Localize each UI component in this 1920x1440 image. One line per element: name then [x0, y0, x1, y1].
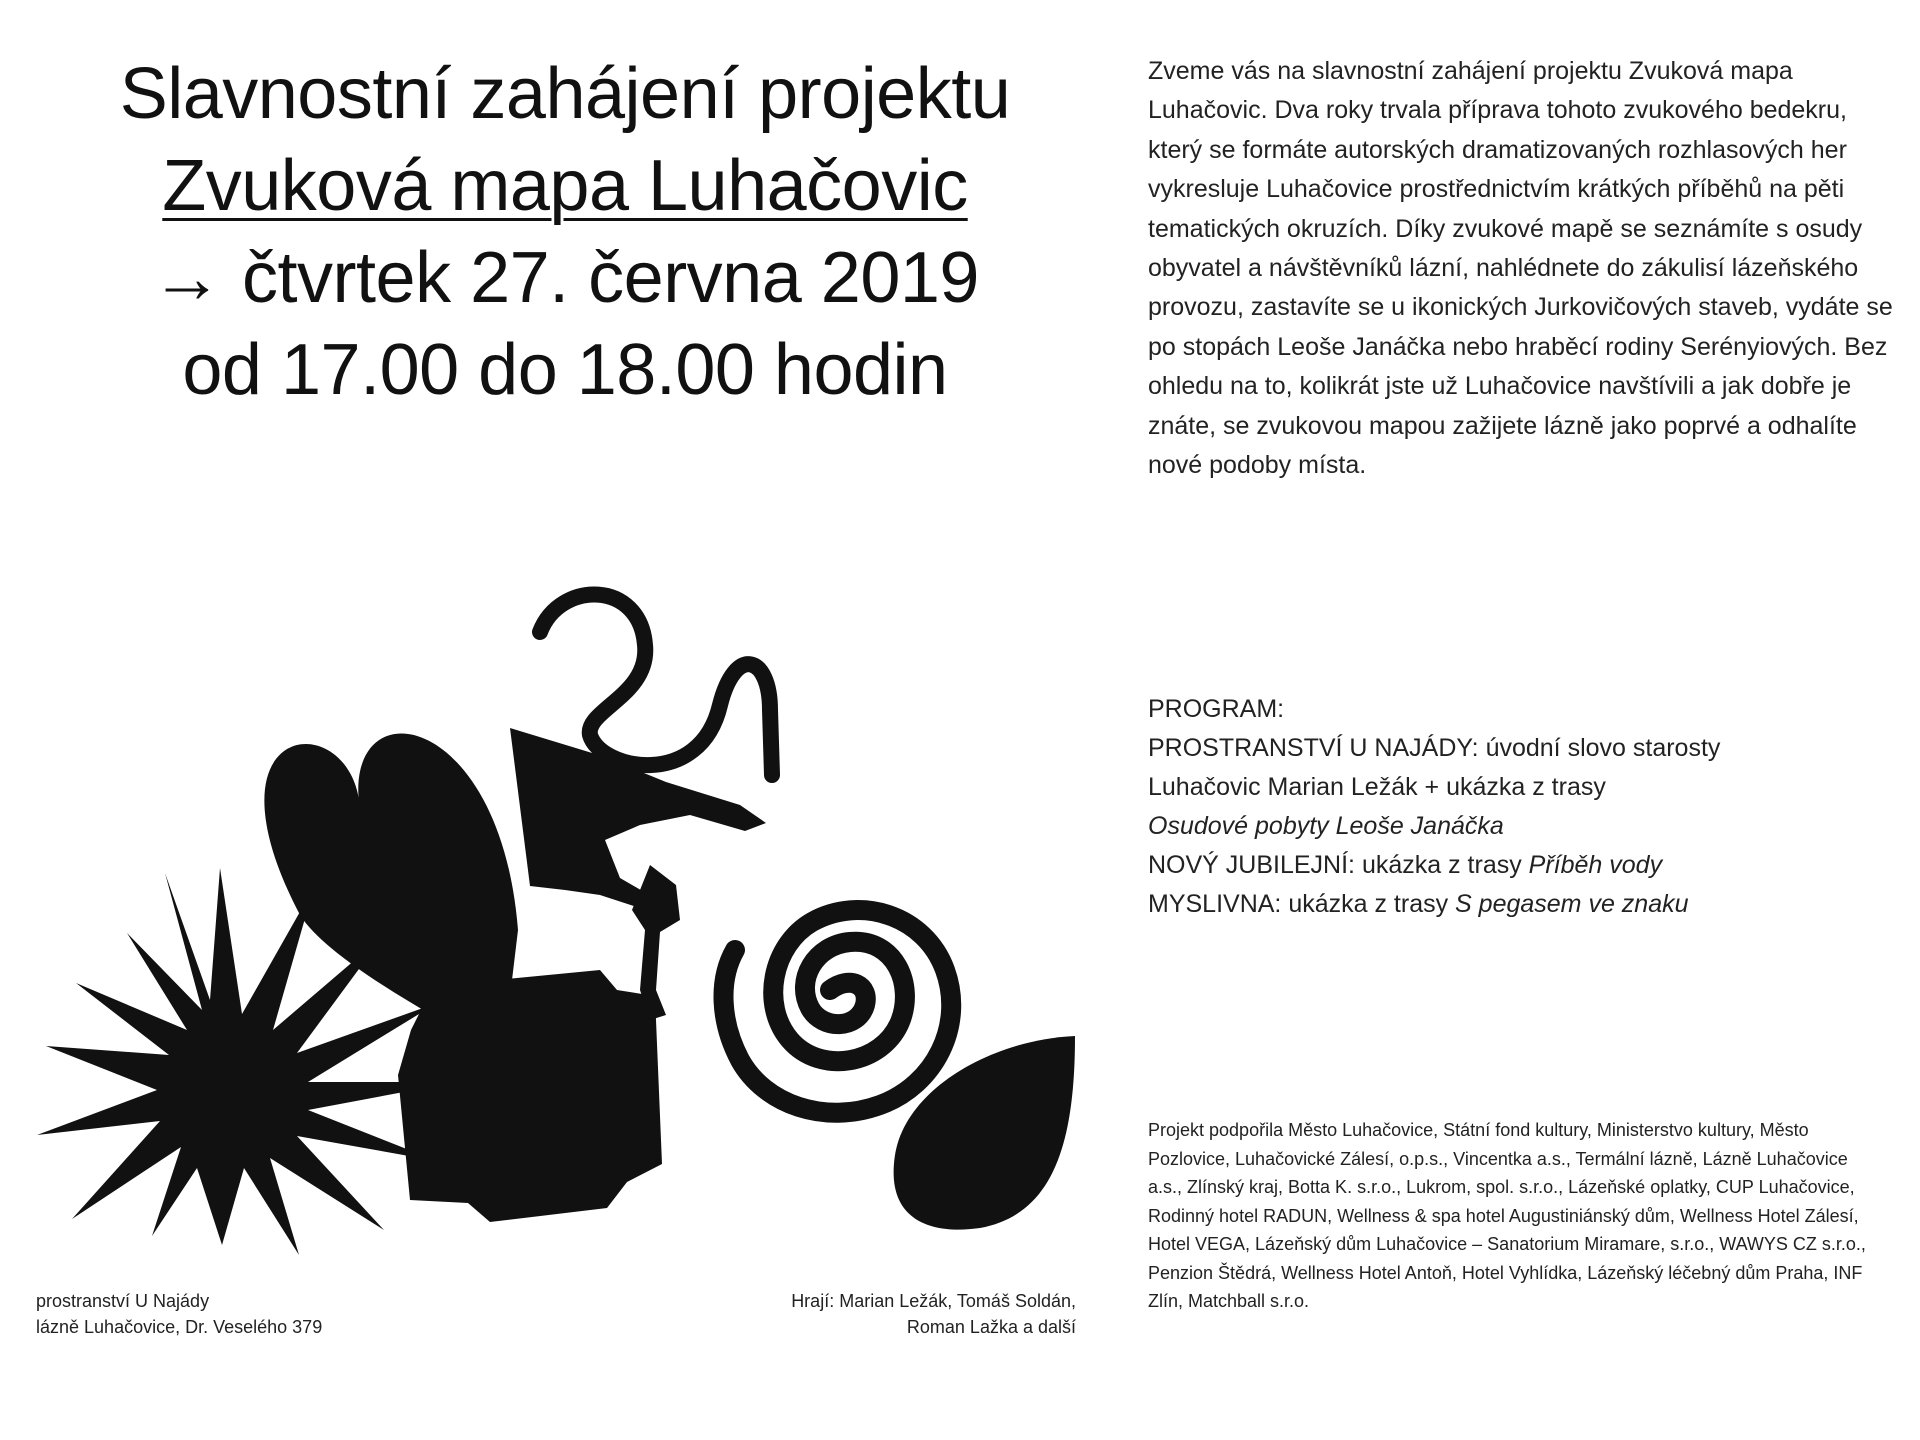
- square-shape-icon: [398, 970, 662, 1222]
- program-item-2-route-name: Příběh vody: [1528, 851, 1663, 879]
- headline-date: → čtvrtek 27. června 2019: [151, 238, 979, 318]
- program-item-1-text: úvodní slovo starosty: [1478, 734, 1721, 762]
- program-item-1-route: [1148, 807, 1908, 846]
- program-item-1-route-name: Osudové pobyty Leoše Janáčka: [1148, 812, 1504, 840]
- program-item-3-place: MYSLIVNA:: [1148, 890, 1282, 918]
- program-item-2-text: ukázka z trasy: [1355, 851, 1529, 879]
- cast-info: [640, 1288, 1076, 1340]
- program-item-2: [1148, 846, 1908, 885]
- program-section: [1148, 690, 1908, 924]
- venue-address: lázně Luhačovice, Dr. Veselého 379: [36, 1317, 323, 1337]
- program-item-3-text: ukázka z trasy: [1281, 890, 1456, 918]
- program-heading: PROGRAM:: [1148, 695, 1285, 723]
- headline-title: Slavnostní zahájení projektu: [119, 54, 1011, 134]
- cast-line-2: Roman Lažka a další: [906, 1317, 1076, 1337]
- program-item-1: [1148, 729, 1908, 768]
- venue-info: [36, 1288, 456, 1340]
- illustration: [0, 560, 1100, 1260]
- program-item-1-place: PROSTRANSTVÍ U NAJÁDY:: [1148, 734, 1479, 762]
- spiral-icon: [724, 910, 952, 1113]
- program-item-3: [1148, 885, 1908, 924]
- venue-name: prostranství U Najády: [36, 1291, 210, 1311]
- headline-project-name[interactable]: Zvuková mapa Luhačovic: [162, 146, 968, 226]
- headline-time: od 17.00 do 18.00 hodin: [182, 330, 948, 410]
- program-item-2-place: NOVÝ JUBILEJNÍ:: [1148, 851, 1355, 879]
- program-item-3-route-name: S pegasem ve znaku: [1455, 890, 1689, 918]
- intro-paragraph: Zveme vás na slavnostní zahájení projektu Zvuková mapa Luhačovic. Dva roky trvala příprava tohoto zvukového bedekru, který se formáte autorských dramatizovaných rozhlasových her vykresluje Luhačovice prostřednictvím krátkých příběhů na pěti tematických okruzích. Díky zvukové mapě se seznámíte s osudy obyvatel a návštěvníků lázní, nahlédnete do zákulisí lázeňského provozu, zastavíte se u ikonických Jurkovičových staveb, vydáte se po stopách Leoše Janáčka nebo hraběcí rodiny Serényiových. Bez ohledu na to, kolikrát jste už Luhačovice navštívili a jak dobře je znáte, se zvukovou mapou zažijete lázně jako poprvé a odhalíte nové podoby místa.: [1148, 57, 1893, 480]
- event-headline: [30, 48, 1100, 416]
- program-item-1-cont: Luhačovic Marian Ležák + ukázka z trasy: [1148, 773, 1606, 801]
- cast-line-1: Hrají: Marian Ležák, Tomáš Soldán,: [791, 1291, 1076, 1311]
- sponsors-text: Projekt podpořila Město Luhačovice, Státní fond kultury, Ministerstvo kultury, Město Pozlovice, Luhačovické Zálesí, o.p.s., Vincentka a.s., Termální lázně, Lázně Luhačovice a.s., Zlínský kraj, Botta K. s.r.o., Lukrom, spol. s.r.o., Lázeňské oplatky, CUP Luhačovice, Rodinný hotel RADUN, Wellness & spa hotel Augustiniánský dům, Wellness Hotel Zálesí, Hotel VEGA, Lázeňský dům Luhačovice – Sanatorium Miramare, s.r.o., WAWYS CZ s.r.o., Penzion Štědrá, Wellness Hotel Antoň, Hotel Vyhlídka, Lázeňský léčebný dům Praha, INF Zlín, Matchball s.r.o.: [1148, 1120, 1866, 1311]
